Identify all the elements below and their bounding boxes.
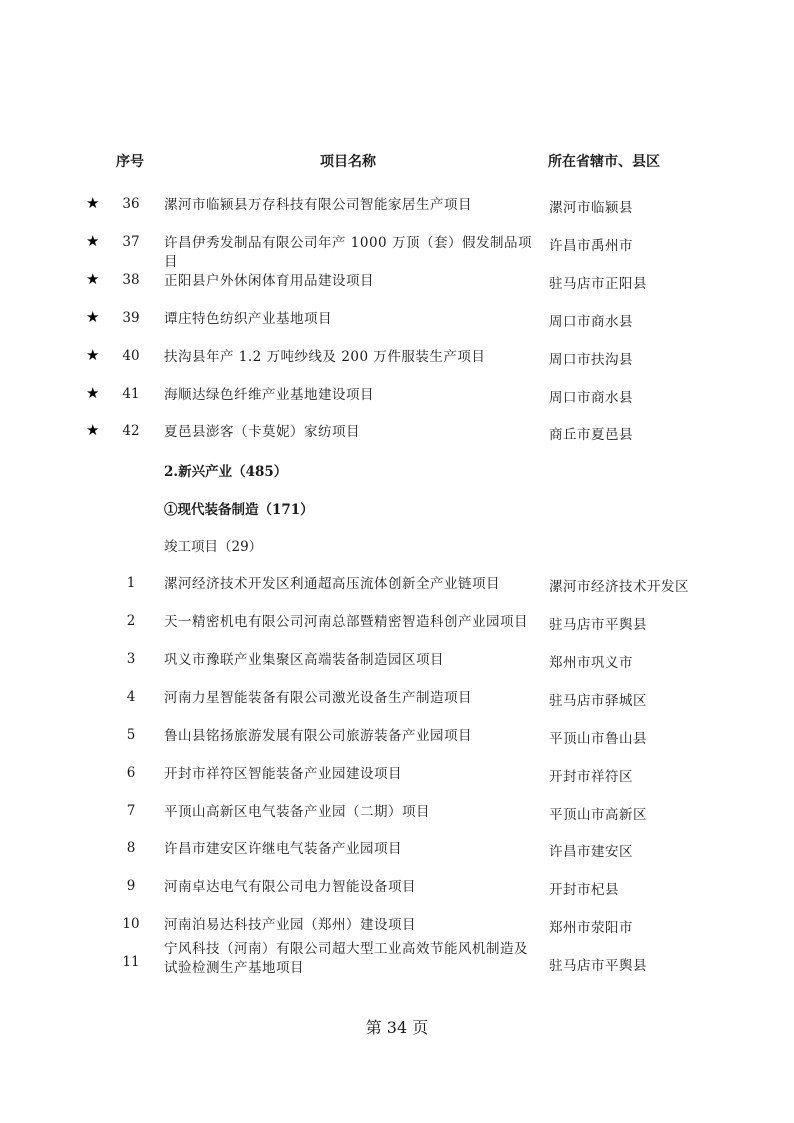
- row-location: 开封市祥符区: [549, 769, 633, 785]
- table-row: [0, 724, 794, 748]
- row-location: 平顶山市高新区: [549, 807, 647, 823]
- row-project-name: 扶沟县年产 1.2 万吨纱线及 200 万件服装生产项目: [164, 349, 486, 365]
- header-project-name: 项目名称: [320, 154, 376, 170]
- row-number: 38: [122, 272, 140, 288]
- row-number: 10: [122, 916, 140, 932]
- header-location: 所在省辖市、县区: [548, 154, 660, 170]
- row-project-name: 海顺达绿色纤维产业基地建设项目: [164, 387, 374, 403]
- page-number: 第 34 页: [365, 1018, 429, 1037]
- row-number: 6: [126, 765, 136, 781]
- table-row: [0, 686, 794, 710]
- row-number: 8: [126, 840, 136, 856]
- star-icon: ★: [86, 270, 100, 288]
- table-row: [0, 269, 794, 293]
- row-location: 许昌市禹州市: [549, 238, 633, 254]
- row-number: 2: [126, 613, 136, 629]
- table-row: [0, 420, 794, 444]
- row-location: 周口市商水县: [549, 390, 633, 406]
- table-row: [0, 345, 794, 369]
- row-number: 36: [122, 196, 140, 212]
- row-project-name: 正阳县户外休闲体育用品建设项目: [164, 273, 374, 289]
- star-icon: ★: [86, 384, 100, 402]
- table-row: [0, 837, 794, 861]
- table-row: [0, 383, 794, 407]
- row-location: 商丘市夏邑县: [549, 427, 633, 443]
- row-location: 漯河市经济技术开发区: [549, 579, 689, 595]
- row-project-name: 宁风科技（河南）有限公司超大型工业高效节能风机制造及试验检测生产基地项目: [164, 941, 528, 976]
- row-location: 郑州市荥阳市: [549, 920, 633, 936]
- row-project-name: 平顶山高新区电气装备产业园（二期）项目: [164, 804, 430, 820]
- table-row: [0, 913, 794, 937]
- star-icon: ★: [86, 346, 100, 364]
- row-location: 驻马店市正阳县: [549, 276, 647, 292]
- table-row: [0, 193, 794, 217]
- row-location: 周口市扶沟县: [549, 352, 633, 368]
- row-number: 1: [126, 575, 136, 591]
- row-number: 11: [122, 954, 140, 970]
- header-serial-number: 序号: [116, 154, 144, 170]
- row-project-name: 巩义市豫联产业集聚区高端装备制造园区项目: [164, 652, 444, 668]
- star-icon: ★: [86, 308, 100, 326]
- table-row: [0, 648, 794, 672]
- row-number: 40: [122, 348, 140, 364]
- row-project-name: 谭庄特色纺织产业基地项目: [164, 311, 332, 327]
- row-location: 漯河市临颍县: [549, 200, 633, 216]
- row-project-name: 河南泊易达科技产业园（郑州）建设项目: [164, 917, 416, 933]
- table-row: [0, 762, 794, 786]
- row-location: 开封市杞县: [549, 882, 619, 898]
- row-number: 42: [122, 423, 140, 439]
- row-project-name: 许昌市建安区许继电气装备产业园项目: [164, 841, 402, 857]
- section-heading-equipment-manufacturing: ①现代装备制造（171）: [164, 502, 314, 518]
- table-row: [0, 572, 794, 596]
- row-location: 许昌市建安区: [549, 844, 633, 860]
- table-row: [0, 307, 794, 331]
- table-row: [0, 610, 794, 634]
- row-project-name: 开封市祥符区智能装备产业园建设项目: [164, 766, 402, 782]
- row-project-name: 漯河市临颍县万存科技有限公司智能家居生产项目: [164, 197, 472, 213]
- table-row: [0, 940, 794, 980]
- row-project-name: 天一精密机电有限公司河南总部暨精密智造科创产业园项目: [164, 614, 528, 630]
- section-heading-completed-projects: 竣工项目（29）: [164, 539, 263, 555]
- row-project-name: 漯河经济技术开发区利通超高压流体创新全产业链项目: [164, 576, 500, 592]
- table-row: [0, 875, 794, 899]
- table-row: [0, 800, 794, 824]
- row-location: 郑州市巩义市: [549, 655, 633, 671]
- row-number: 5: [126, 727, 136, 743]
- row-number: 9: [126, 878, 136, 894]
- star-icon: ★: [86, 232, 100, 250]
- row-number: 4: [126, 689, 136, 705]
- row-number: 41: [122, 386, 140, 402]
- row-project-name: 夏邑县澎客（卡莫妮）家纺项目: [164, 424, 360, 440]
- table-header: [0, 148, 794, 172]
- row-number: 37: [122, 234, 140, 250]
- section-heading-emerging-industry: 2.新兴产业（485）: [164, 464, 288, 480]
- row-project-name: 河南卓达电气有限公司电力智能设备项目: [164, 879, 416, 895]
- row-location: 驻马店市平舆县: [549, 617, 647, 633]
- row-number: 7: [126, 803, 136, 819]
- row-location: 驻马店市平舆县: [549, 958, 647, 974]
- row-location: 驻马店市驿城区: [549, 693, 647, 709]
- row-project-name: 河南力星智能装备有限公司激光设备生产制造项目: [164, 690, 472, 706]
- row-project-name: 鲁山县铭扬旅游发展有限公司旅游装备产业园项目: [164, 728, 472, 744]
- row-number: 39: [122, 310, 140, 326]
- row-number: 3: [126, 651, 136, 667]
- row-project-name: 许昌伊秀发制品有限公司年产 1000 万顶（套）假发制品项目: [164, 235, 532, 270]
- row-location: 周口市商水县: [549, 314, 633, 330]
- row-location: 平顶山市鲁山县: [549, 731, 647, 747]
- star-icon: ★: [86, 194, 100, 212]
- star-icon: ★: [86, 421, 100, 439]
- table-row: [0, 231, 794, 270]
